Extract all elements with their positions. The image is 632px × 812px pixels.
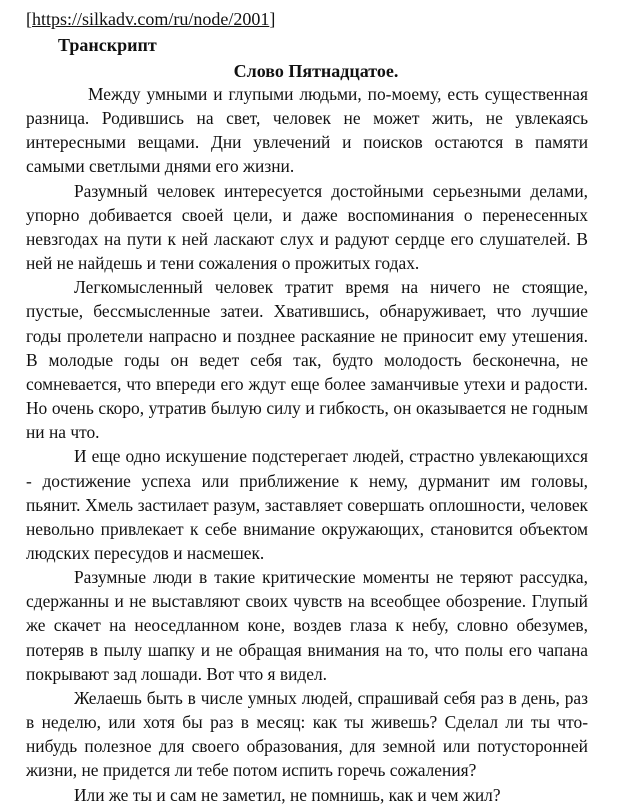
transcript-body (26, 82, 588, 807)
source-close-bracket: ] (269, 9, 276, 29)
paragraph-6: Желаешь быть в числе умных людей, спрашивай себя раз в день, раз в неделю, или хотя бы раз в месяц: как ты живешь? Сделал ли ты что-нибудь полезное для своего образования, для земной или потусторонней жизни, не придется ли тебе потом испить горечь сожаления? (26, 687, 588, 781)
source-open-bracket: [ (26, 9, 32, 29)
paragraph-4: И еще одно искушение подстерегает людей, страстно увлекающихся - достижение успеха или приближение к нему, дурманит им головы, пьянит. Хмель застилает разум, заставляет совершать оплошности, человек невольно привлекает к себе внимание окружающих, становится объектом людских пересудов и насмешек. (26, 446, 588, 563)
document-title: Транскрипт (58, 35, 157, 55)
source-reference (26, 8, 275, 30)
paragraph-7: Или же ты и сам не заметил, не помнишь, как и чем жил? (74, 784, 501, 805)
source-link[interactable]: https://silkadv.com/ru/node/2001 (32, 9, 270, 29)
paragraph-2: Разумный человек интересуется достойными серьезными делами, упорно добивается своей цели, и даже воспоминания о перенесенных невзгодах на пути к ней ласкают слух и радуют сердце его слушателей. В ней не найдешь и тени сожаления о прожитых годах. (26, 180, 588, 274)
paragraph-5: Разумные люди в такие критические моменты не теряют рассудка, сдержанны и не выставляют своих чувств на всеобщее обозрение. Глупый же скачет на неоседланном коне, воздев глаза к небу, словно обезумев, потеряв в пылу шапку и не обращая внимания на то, что полы его чапана покрывают зад лошади. Вот что я видел. (26, 567, 588, 684)
section-title: Слово Пятнадцатое. (233, 61, 399, 81)
paragraph-3: Легкомысленный человек тратит время на ничего не стоящие, пустые, бессмысленные затеи. Хватившись, обнаруживает, что лучшие годы пролетели напрасно и позднее раскаяние не приносит ему утешения. В молодые годы он ведет себя так, будто молодость бесконечна, не сомневается, что впереди его ждут еще более заманчивые утехи и радости. Но очень скоро, утратив былую силу и гибкость, он оказывается не годным ни на что. (26, 277, 588, 443)
paragraph-1: Между умными и глупыми людьми, по-моему, есть существенная разница. Родившись на свет, человек не может жить, не увлекаясь интересными вещами. Дни увлечений и поисков остаются в памяти самыми светлыми днями его жизни. (26, 84, 588, 177)
